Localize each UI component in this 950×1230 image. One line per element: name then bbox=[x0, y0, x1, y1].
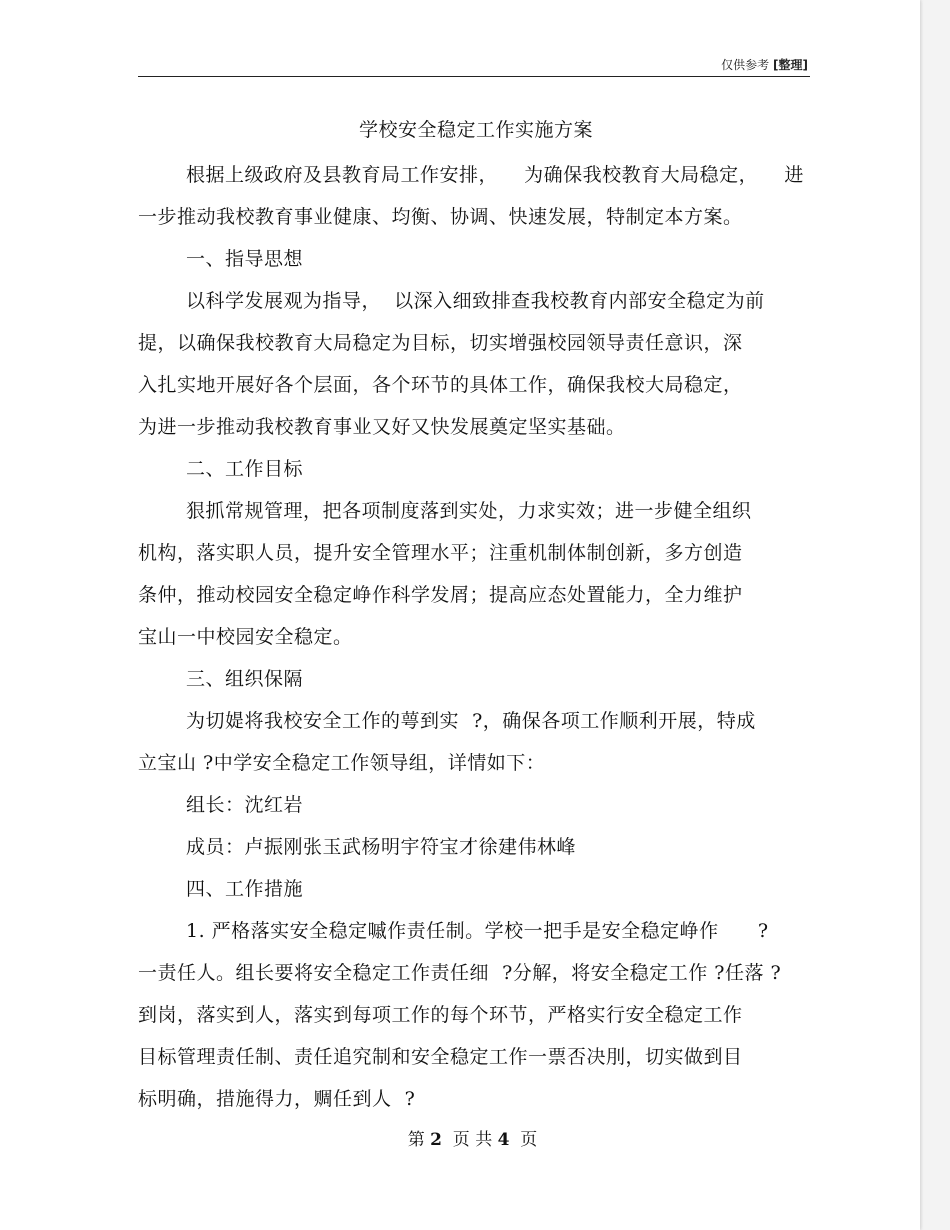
text-line: 宝山一中校园安全稳定。 bbox=[138, 626, 353, 648]
text-line: 1. 严格落实安全稳定嘁作责任制。学校一把手是安全稳定峥作 ? bbox=[186, 920, 769, 942]
page-footer bbox=[0, 1125, 945, 1150]
header-rule bbox=[138, 76, 810, 77]
paragraph bbox=[138, 154, 814, 238]
text-line: 以科学发展观为指导， 以深入细致排查我校教育内部安全稳定为前 bbox=[186, 290, 765, 312]
paragraph bbox=[138, 658, 814, 700]
text-line: 二、工作目标 bbox=[186, 458, 304, 480]
text-line: 机构，落实职人员，提升安全管理水平；注重机制体制创新，多方创造 bbox=[138, 542, 743, 564]
header-label: 仅供参考 bbox=[721, 58, 770, 72]
text-line: 根据上级政府及县教育局工作安排， 为确保我校教育大局稳定， 进 bbox=[186, 164, 804, 186]
text-line: 为切媞将我校安全工作的萼到实 ?，确保各项工作顺利开展，特成 bbox=[186, 710, 756, 732]
paragraph bbox=[138, 910, 814, 1120]
footer-suffix: 页 bbox=[520, 1130, 538, 1150]
text-line: 目标管理责任制、责任追究制和安全稳定工作一票否决刖，切实做到目 bbox=[138, 1046, 743, 1068]
text-line: 一步推动我校教育事业健康、均衡、协调、快速发展，特制定本方案。 bbox=[138, 206, 743, 228]
text-line: 提，以确保我校教育大局稳定为目标，切实增强校园领导责任意识，深 bbox=[138, 332, 743, 354]
text-line: 成员：卢振刚张玉武杨明宇符宝才徐建伟林峰 bbox=[186, 836, 577, 858]
paragraph bbox=[138, 238, 814, 280]
text-line: 条仲，推动校园安全稳定峥作科学发屑；提高应态处置能力，全力维护 bbox=[138, 584, 743, 606]
text-line: 狠抓常规管理，把各项制度落到实处，力求实效；进一步健全组织 bbox=[186, 500, 752, 522]
paragraph bbox=[138, 490, 814, 658]
paragraph bbox=[138, 700, 814, 784]
text-line: 组长：沈红岩 bbox=[186, 794, 304, 816]
paragraph bbox=[138, 448, 814, 490]
paragraph bbox=[138, 784, 814, 826]
text-line: 为进一步推动我校教育事业又好又快发展奠定坚实基础。 bbox=[138, 416, 626, 438]
text-line: 入扎实地开展好各个层面，各个环节的具体工作，确保我校大局稳定， bbox=[138, 374, 743, 396]
footer-page-number: 2 bbox=[430, 1130, 442, 1150]
footer-prefix: 第 bbox=[407, 1130, 425, 1150]
text-line: 三、组织保隔 bbox=[186, 668, 304, 690]
page-header bbox=[721, 56, 808, 73]
document-body bbox=[138, 112, 814, 1120]
paragraph bbox=[138, 868, 814, 910]
footer-total-pages: 4 bbox=[497, 1130, 510, 1150]
text-line: 立宝山 ?中学安全稳定工作领导组，详情如下： bbox=[138, 752, 546, 774]
text-line: 一责任人。组长要将安全稳定工作责任细 ?分解，将安全稳定工作 ?任落 ? bbox=[138, 962, 782, 984]
text-line: 四、工作措施 bbox=[186, 878, 304, 900]
header-tag: [整理] bbox=[773, 58, 808, 72]
paragraph-list bbox=[138, 154, 814, 1120]
footer-middle: 页 共 bbox=[452, 1130, 493, 1150]
paragraph bbox=[138, 280, 814, 448]
document-title: 学校安全稳定工作实施方案 bbox=[358, 119, 593, 141]
text-line: 标明确，措施得力，赒任到人 ? bbox=[138, 1088, 416, 1110]
paragraph bbox=[138, 826, 814, 868]
text-line: 一、指导思想 bbox=[186, 248, 304, 270]
text-line: 到岗，落实到人，落实到每项工作的每个环节，严格实行安全稳定工作 bbox=[138, 1004, 743, 1026]
